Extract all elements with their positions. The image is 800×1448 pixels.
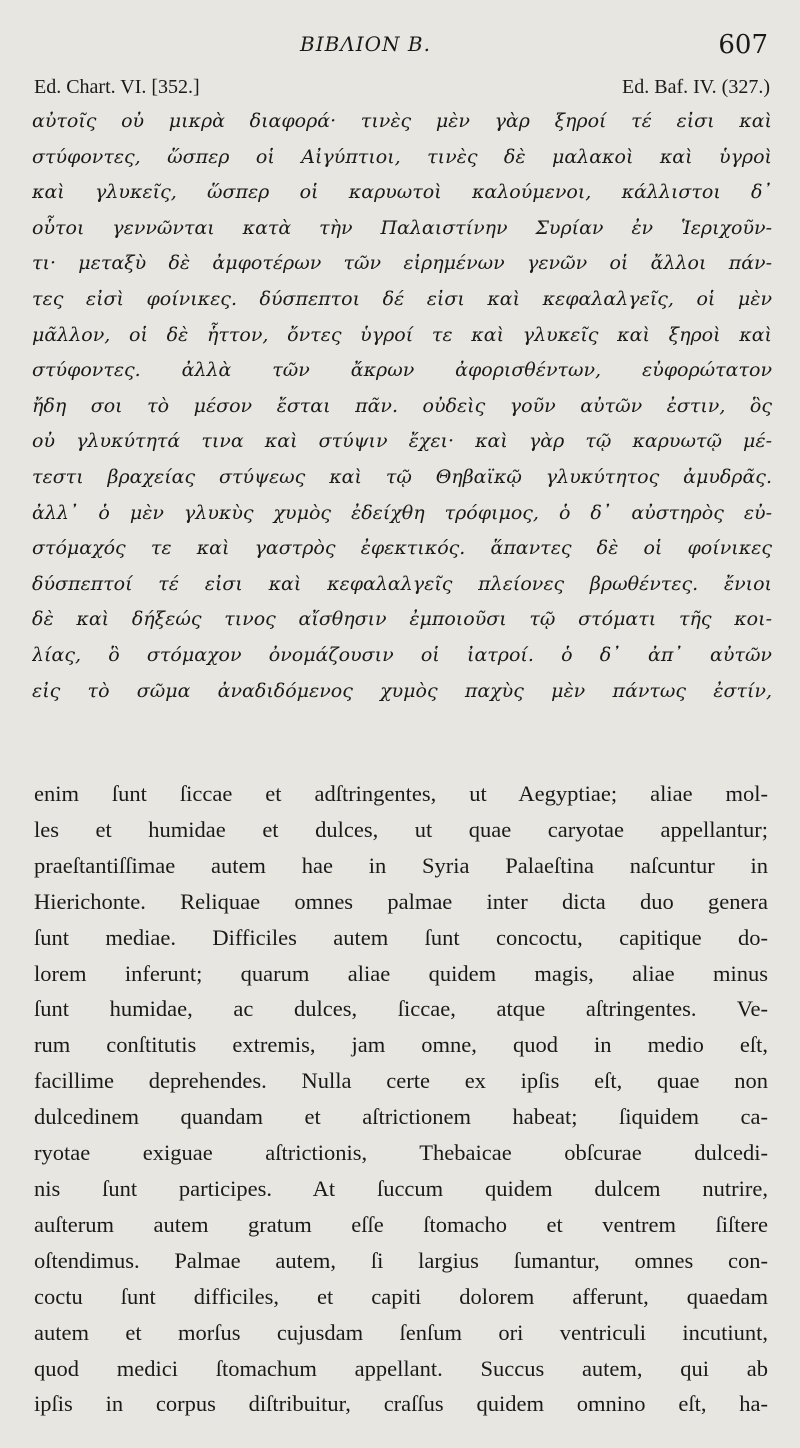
latin-line: facillime deprehendes. Nulla certe ex ipſis eſt, quae non [34,1068,768,1094]
running-head [0,30,800,60]
greek-line: ἀλλ᾽ ὁ μὲν γλυκὺς χυμὸς ἐδείχθη τρόφιμος, ὁ δ᾽ αὐστηρὸς εὐ- [32,501,772,524]
greek-line: δύσπεπτοί τέ εἰσι καὶ κεφαλαλγεῖς πλείονες βρωθέντες. ἔνιοι [32,572,772,595]
latin-line: ipſis in corpus diſtribuitur, craſſus quidem omnino eſt, ha- [34,1391,768,1417]
latin-line: dulcedinem quandam et aſtrictionem habeat; ſiquidem ca- [34,1104,768,1130]
greek-line: αὐτοῖς οὐ μικρὰ διαφορά· τινὲς μὲν γὰρ ξηροί τέ εἰσι καὶ [32,110,772,132]
latin-line: les et humidae et dulces, ut quae caryotae appellantur; [34,816,768,842]
greek-line: οὐ γλυκύτητά τινα καὶ στύψιν ἔχει· καὶ γὰρ τῷ καρυωτῷ μέ- [32,430,772,453]
running-title: BIBΛΙΟΝ Β. [300,32,431,56]
greek-line: δὲ καὶ δήξεώς τινος αἴσθησιν ἐμποιοῦσι τῷ στόματι τῆς κοι- [32,608,772,631]
latin-line: rum conſtitutis extremis, jam omne, quod in medio eſt, [34,1032,768,1058]
latin-line: Hierichonte. Reliquae omnes palmae inter dicta duo genera [34,888,768,914]
latin-line: ſunt humidae, ac dulces, ſiccae, atque aſtringentes. Ve- [34,996,768,1022]
latin-line: praeſtantiſſimae autem hae in Syria Palaeſtina naſcuntur in [34,852,768,878]
latin-line: coctu ſunt difficiles, et capiti dolorem afferunt, quaedam [34,1283,768,1309]
greek-line: μᾶλλον, οἱ δὲ ἧττον, ὄντες ὑγροί τε καὶ γλυκεῖς καὶ ξηροὶ καὶ [32,323,772,346]
greek-line: στύφοντες. ἀλλὰ τῶν ἄκρων ἀφορισθέντων, εὐφορώτατον [32,359,772,382]
greek-line: τες εἰσὶ φοίνικες. δύσπεπτοι δέ εἰσι καὶ κεφαλαλγεῖς, οἱ μὲν [32,287,772,310]
greek-line: λίας, ὃ στόμαχον ὀνομάζουσιν οἱ ἰατροί. ὁ δ᾽ ἀπ᾽ αὐτῶν [32,643,772,666]
latin-line: lorem inferunt; quarum aliae quidem magis, aliae minus [34,960,768,986]
latin-line: quod medici ſtomachum appellant. Succus autem, qui ab [34,1355,768,1381]
edition-reference-chart: Ed. Chart. VI. [352.] [34,76,200,98]
greek-line: τι· μεταξὺ δὲ ἀμφοτέρων τῶν εἰρημένων γενῶν οἱ ἄλλοι πάν- [32,252,772,275]
latin-line: oſtendimus. Palmae autem, ſi largius ſumantur, omnes con- [34,1247,768,1273]
greek-line: στόμαχός τε καὶ γαστρὸς ἐφεκτικός. ἅπαντες δὲ οἱ φοίνικες [32,537,772,560]
edition-references [34,76,770,104]
greek-line: καὶ γλυκεῖς, ὥσπερ οἱ καρυωτοὶ καλούμενοι, κάλλιστοι δ᾽ [32,181,772,204]
greek-line: οὗτοι γεννῶνται κατὰ τὴν Παλαιστίνην Συρίαν ἐν Ἱεριχοῦν- [32,216,772,239]
greek-line: τεστι βραχείας στύψεως καὶ τῷ Θηβαϊκῷ γλυκύτητος ἀμυδρᾶς. [32,465,772,488]
greek-line: εἰς τὸ σῶμα ἀναδιδόμενος χυμὸς παχὺς μὲν πάντως ἐστίν, [32,679,772,702]
latin-text-block [34,776,768,1422]
edition-reference-basel: Ed. Baf. IV. (327.) [622,76,770,98]
greek-line: στύφοντες, ὥσπερ οἱ Αἰγύπτιοι, τινὲς δὲ μαλακοὶ καὶ ὑγροὶ [32,145,772,168]
greek-line: ἤδη σοι τὸ μέσον ἔσται πᾶν. οὐδεὶς γοῦν αὐτῶν ἐστιν, ὃς [32,394,772,417]
latin-line: enim ſunt ſiccae et adſtringentes, ut Aegyptiae; aliae mol- [34,781,768,806]
latin-line: autem et morſus cujusdam ſenſum ori ventriculi incutiunt, [34,1319,768,1345]
page-number: 607 [718,30,768,60]
latin-line: ryotae exiguae aſtrictionis, Thebaicae obſcurae dulcedi- [34,1140,768,1166]
latin-line: nis ſunt participes. At ſuccum quidem dulcem nutrire, [34,1175,768,1201]
greek-text-block [32,104,772,709]
latin-line: ſunt mediae. Difficiles autem ſunt concoctu, capitique do- [34,924,768,950]
latin-line: auſterum autem gratum eſſe ſtomacho et ventrem ſiſtere [34,1211,768,1237]
